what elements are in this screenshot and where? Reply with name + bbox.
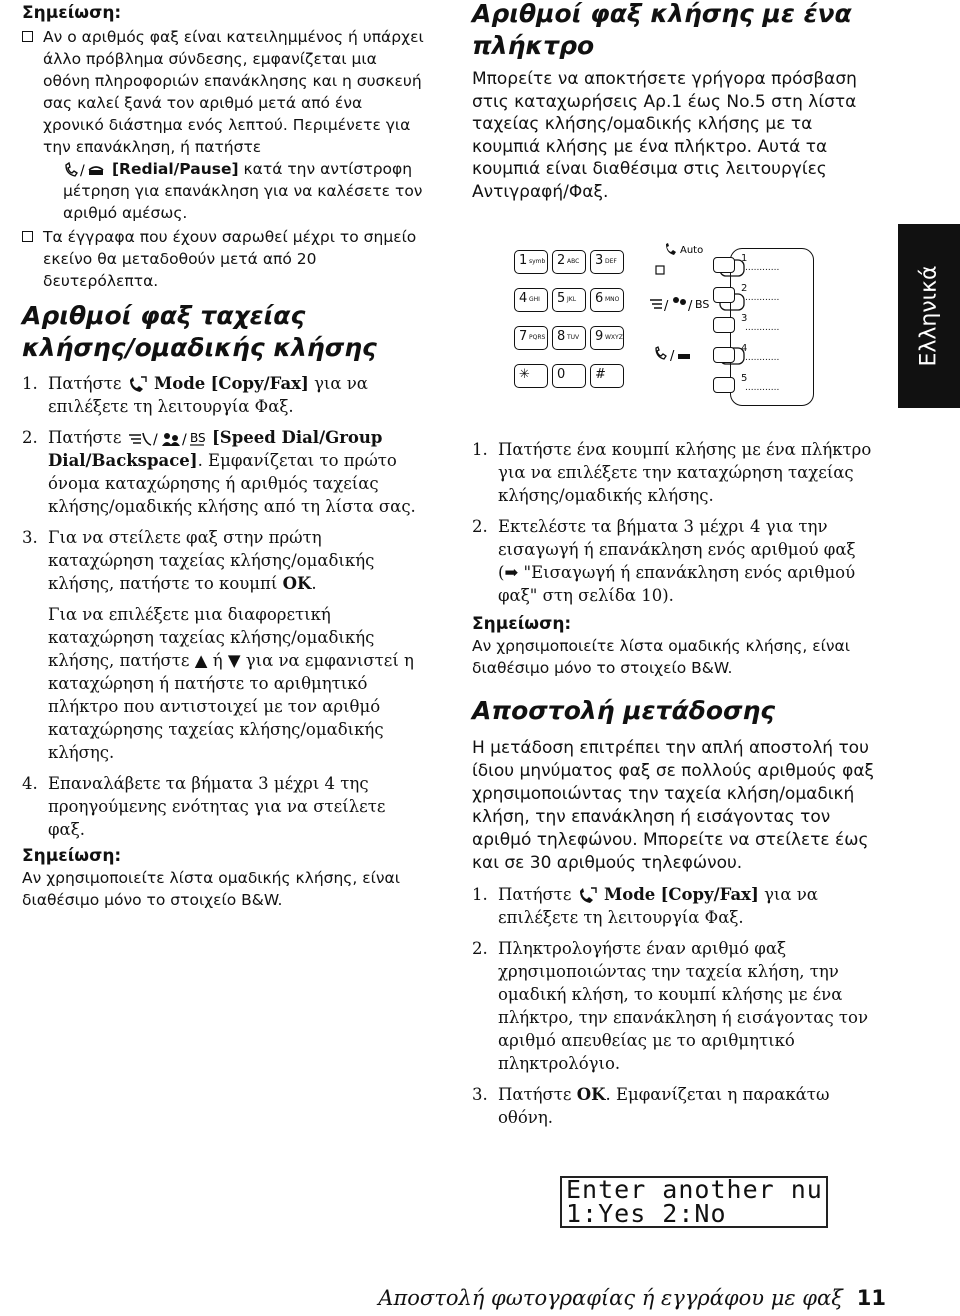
section-one-touch [472, 0, 880, 203]
note-bullet [22, 226, 427, 292]
keypad-key-11 [552, 364, 586, 388]
note-text: Αν χρησιμοποιείτε λίστα ομαδικής κλήσης, είναι διαθέσιμο μόνο το στοιχείο B&W. [472, 637, 851, 677]
svg-text:BS: BS [189, 430, 206, 445]
one-touch-label-2: 2 [741, 283, 748, 294]
lcd-line-1: Enter another nu [566, 1175, 823, 1204]
note-text: Τα έγγραφα που έχουν σαρωθεί μέχρι το σημείο εκείνο θα μεταδοθούν μετά από 20 δευτερόλεπτα. [43, 228, 417, 290]
keypad-key-7 [514, 326, 548, 350]
keypad-key-5 [552, 288, 586, 312]
one-touch-dots: ............ [745, 293, 780, 303]
key-label: 7 [519, 329, 528, 344]
key-sublabel: PQRS [529, 334, 546, 341]
control-panel-illustration [508, 238, 816, 410]
keypad-key-10 [514, 364, 548, 388]
key-label: 5 [557, 291, 566, 306]
key-sublabel: WXYZ [605, 334, 623, 341]
svg-text:/: / [80, 162, 85, 179]
note-title: Σημείωση: [22, 846, 122, 866]
one-touch-button-1 [713, 257, 735, 273]
keypad-key-8 [552, 326, 586, 350]
note-title: Σημείωση: [22, 3, 122, 23]
speed-dial-icon [650, 300, 662, 308]
key-label: 1 [519, 253, 528, 268]
svg-text:/: / [152, 431, 158, 448]
one-touch-button-3 [713, 317, 735, 333]
svg-text:/: / [688, 299, 693, 314]
note-text: Αν χρησιμοποιείτε λίστα ομαδικής κλήσης, είναι διαθέσιμο μόνο το στοιχείο B&W. [22, 869, 401, 909]
key-label: 9 [595, 329, 604, 344]
one-touch-dots: ............ [745, 383, 780, 393]
note-block-1 [22, 2, 427, 292]
auto-indicator-light [656, 266, 664, 274]
one-touch-button-5 [713, 377, 735, 393]
up-arrow-icon: ▲ [194, 651, 208, 670]
redial-key-label: [Redial/Pause] [111, 160, 239, 178]
svg-text:/: / [664, 299, 669, 314]
step-3: 3. Για να στείλετε φαξ στην πρώτη καταχώρηση ταχείας κλήσης/ομαδικής κλήσης, πατήστε το κουμπί OK. Για να επιλέξετε μια διαφορετική καταχώρηση ταχείας κλήσης/ομαδικής κλήσης, πατήστε ▲ ή ▼ για να εμφανιστεί η καταχώρηση ή πατήστε το αριθμητικό πλήκτρο που αντιστοιχεί με τον αριθμό καταχώρησης ταχείας κλήσης/ομαδικής κλήσης. [22, 528, 414, 762]
phone-icon [666, 243, 676, 255]
key-sublabel: GHI [529, 296, 540, 303]
speed-dial-group-backspace-icon [127, 429, 207, 449]
svg-text:BS: BS [695, 298, 710, 311]
step-1: 1. Πατήστε Mode [Copy/Fax] για να επιλέξετε τη λειτουργία Φαξ. [22, 374, 368, 416]
checkbox-bullet-icon [22, 231, 33, 242]
fax-mode-icon [577, 886, 599, 906]
section-intro: Η μετάδοση επιτρέπει την απλή αποστολή του ίδιου μηνύματος φαξ σε πολλούς αριθμούς φαξ χρησιμοποιώντας την ταχεία κλήση/ομαδική κλήση, την επανάκληση ή εισάγοντας τον αριθμό τηλεφώνου. Μπορείτε να στείλετε έως και σε 30 αριθμούς τηλεφώνου. [472, 738, 875, 873]
one-touch-label-4: 4 [741, 343, 748, 354]
keypad-key-2 [552, 250, 586, 274]
step-4: 4. Επαναλάβετε τα βήματα 3 μέχρι 4 της προηγούμενης ενότητας για να στείλετε φαξ. [22, 774, 386, 839]
note-text: Αν ο αριθμός φαξ είναι κατειλημμένος ή υπάρχει άλλο πρόβλημα σύνδεσης, εμφανίζεται μια οθόνη πληροφοριών επανάκλησης και η συσκευή σας καλεί ξανά τον αριθμό μετά από ένα χρονικό διάστημα ενός λεπτού. Περιμένετε για την επανάκληση, ή πατήστε [43, 28, 424, 156]
lcd-display [560, 1176, 828, 1228]
key-label: 4 [519, 291, 528, 306]
redial-pause-icon [63, 161, 107, 179]
section-title: Αριθμοί φαξ κλήσης με ένα πλήκτρο [472, 0, 852, 60]
redial-icon [656, 347, 666, 359]
checkbox-bullet-icon [22, 31, 33, 42]
note-bullet: Αν ο αριθμός φαξ είναι κατειλημμένος ή υπάρχει άλλο πρόβλημα σύνδεσης, εμφανίζεται μια οθόνη πληροφοριών επανάκλησης και η συσκευή σας καλεί ξανά τον αριθμό μετά από ένα χρονικό διάστημα ενός λεπτού. Περιμένετε για την επανάκληση, ή πατήστε / [Redial/Pause] κατά την αντίστροφη μέτρηση για επανάκληση για να καλέσετε τον αριθμό αμέσως. [22, 26, 427, 224]
section-speed-dial [22, 300, 427, 911]
page-number: 11 [856, 1286, 886, 1310]
key-label: 3 [595, 253, 604, 268]
step-3: 3. Πατήστε OK. Εμφανίζεται η παρακάτω οθόνη. [472, 1085, 830, 1127]
down-arrow-icon: ▼ [227, 651, 241, 670]
one-touch-steps [472, 438, 880, 1129]
one-touch-label-1: 1 [741, 253, 748, 264]
section-intro: Μπορείτε να αποκτήσετε γρήγορα πρόσβαση στις καταχωρήσεις Αρ.1 έως Νο.5 στη λίστα ταχείας κλήσης/ομαδικής κλήσης με τα κουμπιά κλήσης με ένα πλήκτρο. Αυτά τα κουμπιά είναι διαθέσιμα στις λειτουργίες Αντιγραφή/Φαξ. [472, 69, 857, 202]
one-touch-dots: ............ [745, 353, 780, 363]
one-touch-label-5: 5 [741, 373, 748, 384]
keypad-key-1 [514, 250, 548, 274]
language-label: Ελληνικά [916, 265, 942, 367]
key-label: 6 [595, 291, 604, 306]
one-touch-button-4 [713, 347, 735, 363]
key-sublabel: DEF [605, 258, 617, 265]
note-title: Σημείωση: [472, 614, 572, 634]
step-1: 1. Πατήστε ένα κουμπί κλήσης με ένα πλήκτρο για να επιλέξετε την καταχώρηση ταχείας κλήσης/ομαδικής κλήσης. [472, 440, 872, 505]
page-footer [378, 1286, 886, 1310]
keypad-key-12 [590, 364, 624, 388]
key-label: 0 [557, 367, 566, 382]
one-touch-dots: ............ [745, 323, 780, 333]
one-touch-buttons [730, 248, 814, 406]
key-label: 8 [557, 329, 566, 344]
one-touch-label-3: 3 [741, 313, 748, 324]
key-label: # [595, 367, 606, 382]
step-1: 1. Πατήστε Mode [Copy/Fax] για να επιλέξετε τη λειτουργία Φαξ. [472, 885, 818, 927]
step-2: 2. Πληκτρολογήστε έναν αριθμό φαξ χρησιμοποιώντας την ταχεία κλήση, την ομαδική κλήση, το κουμπί κλήσης με ένα πλήκτρο, την επανάκληση ή εισάγοντας τον αριθμό απευθείας με το αριθμητικό πληκτρολόγιο. [472, 939, 869, 1073]
key-label: ✳ [519, 367, 530, 382]
step-2: 2. Πατήστε / / BS [Speed Dial/Group Dial/Backspace]. Εμφανίζεται το πρώτο όνομα καταχώρησης ή αριθμός ταχείας κλήσης/ομαδικής κλήσης από τη λίστα σας. [22, 428, 416, 516]
fax-mode-icon [127, 375, 149, 395]
one-touch-button-2 [713, 287, 735, 303]
keypad-key-3 [590, 250, 624, 274]
step-2: 2. Εκτελέστε τα βήματα 3 μέχρι 4 για την εισαγωγή ή επανάκληση ενός αριθμού φαξ (➡ "Εισαγωγή ή επανάκληση ενός αριθμού φαξ" στη σελίδα 10). [472, 517, 856, 605]
section-title: Αποστολή μετάδοσης [472, 696, 776, 725]
key-label: 2 [557, 253, 566, 268]
svg-text:/: / [181, 431, 187, 448]
svg-text:/: / [670, 349, 675, 364]
key-sublabel: TUV [567, 334, 580, 341]
key-sublabel: MNO [605, 296, 620, 303]
numeric-keypad [514, 250, 634, 398]
section-title: Αριθμοί φαξ ταχείας κλήσης/ομαδικής κλήσης [22, 301, 377, 362]
footer-title: Αποστολή φωτογραφίας ή εγγράφου με φαξ [378, 1286, 843, 1310]
keypad-key-9 [590, 326, 624, 350]
language-side-tab [898, 224, 960, 408]
arrow-right-icon: ➡ [504, 563, 519, 582]
keypad-key-6 [590, 288, 624, 312]
key-sublabel: JKL [567, 296, 577, 303]
auto-label: Auto [680, 245, 704, 256]
lcd-line-2: 1:Yes 2:No [566, 1199, 727, 1228]
one-touch-dots: ............ [745, 263, 780, 273]
key-sublabel: ABC [567, 258, 580, 265]
keypad-key-4 [514, 288, 548, 312]
key-sublabel: symb [529, 258, 546, 265]
